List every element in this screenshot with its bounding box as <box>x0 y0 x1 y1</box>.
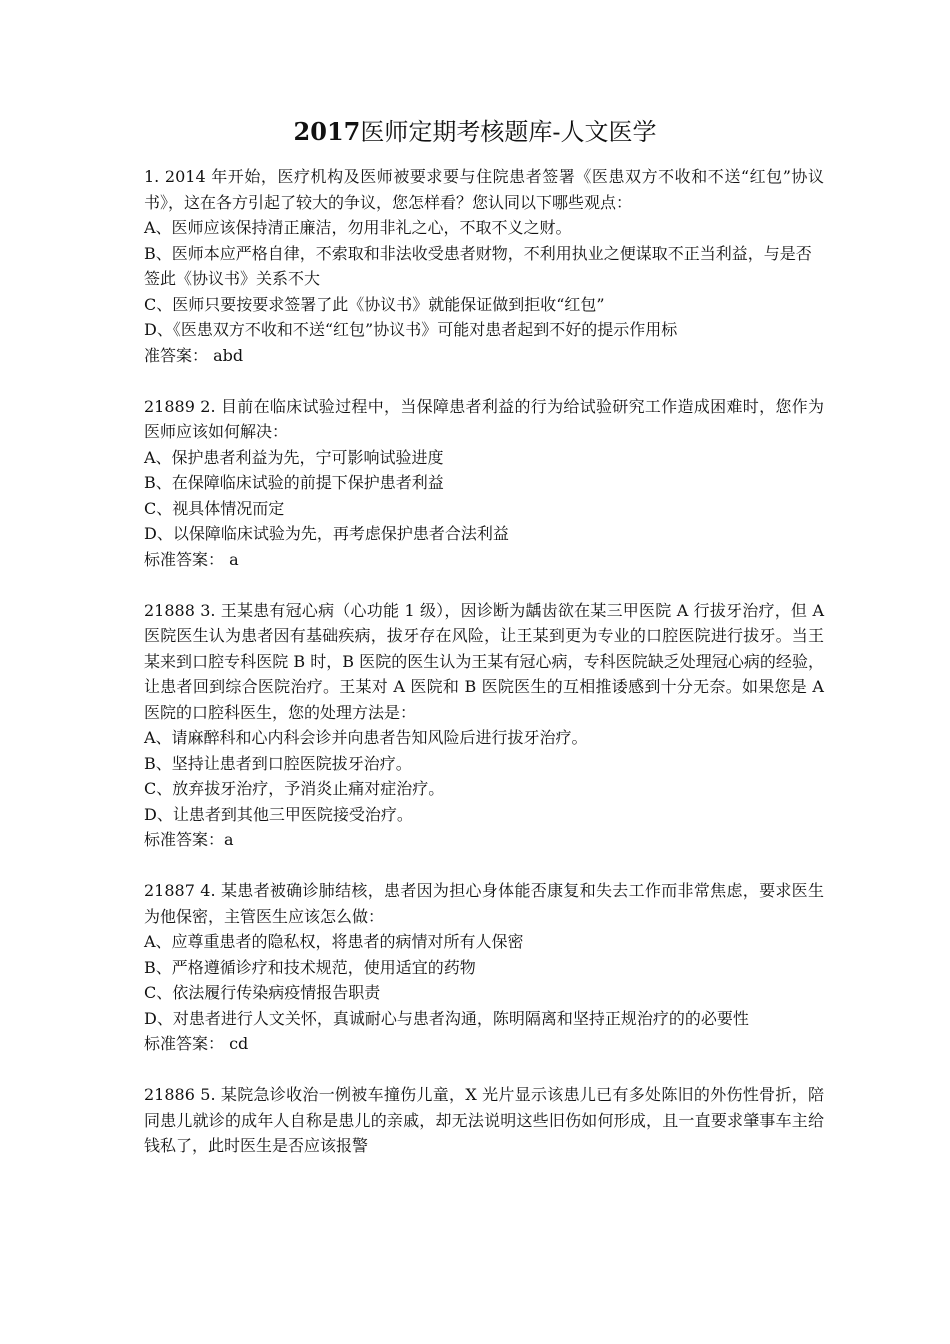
option-a: A、保护患者利益为先，宁可影响试验进度 <box>144 447 444 467</box>
option-b: B、在保障临床试验的前提下保护患者利益 <box>144 473 444 492</box>
question-stem: 21888 3. 王某患有冠心病（心功能 1 级），因诊断为龋齿欲在某三甲医院 A 行拔牙治疗，但 A 医院医生认为患者因有基础疾病，拔牙存在风险，让王某到更为专业的口腔医院进行拔牙。当王某来到口腔专科医院 B 时，B 医院的医生认为王某有冠心病，专科医院缺乏处理冠心病的经验，让患者回到综合医院治疗。王某对 A 医院和 B 医院医生的互相推诿感到十分无奈。如果您是 A 医院的口腔科医生，您的处理方法是： <box>144 600 830 722</box>
answer: 准答案： abd <box>144 345 244 365</box>
question-2 <box>144 394 824 573</box>
answer: 标准答案：a <box>144 830 234 849</box>
question-list <box>144 164 830 1184</box>
question-stem: 21886 5. 某院急诊收治一例被车撞伤儿童，X 光片显示该患儿已有多处陈旧的外伤性骨折，陪同患儿就诊的成年人自称是患儿的亲戚，却无法说明这些旧伤如何形成，且一直要求肇事车主给钱私了，此时医生是否应该报警 <box>144 1085 824 1155</box>
title-text: 医师定期考核题库-人文医学 <box>360 118 657 146</box>
question-4 <box>144 878 824 1057</box>
question-1 <box>144 164 824 368</box>
option-c: C、放弃拔牙治疗，予消炎止痛对症治疗。 <box>144 779 445 798</box>
option-b: B、坚持让患者到口腔医院拔牙治疗。 <box>144 753 412 773</box>
option-c: C、视具体情况而定 <box>144 498 285 518</box>
option-d: D、让患者到其他三甲医院接受治疗。 <box>144 804 413 824</box>
answer: 标准答案： cd <box>144 1034 249 1053</box>
option-b: B、严格遵循诊疗和技术规范，使用适宜的药物 <box>144 957 476 977</box>
question-stem: 21889 2. 目前在临床试验过程中，当保障患者利益的行为给试验研究工作造成困难时，您作为医师应该如何解决： <box>144 396 824 441</box>
answer: 标准答案： a <box>144 549 239 569</box>
option-a: A、医师应该保持清正廉洁，勿用非礼之心，不取不义之财。 <box>144 218 572 237</box>
option-c: C、依法履行传染病疫情报告职责 <box>144 983 381 1002</box>
title-year: 2017 <box>293 117 361 146</box>
question-stem: 21887 4. 某患者被确诊肺结核，患者因为担心身体能否康复和失去工作而非常焦虑，要求医生为他保密，主管医生应该怎么做： <box>144 881 824 926</box>
option-a: A、请麻醉科和心内科会诊并向患者告知风险后进行拔牙治疗。 <box>144 728 588 747</box>
option-c: C、医师只要按要求签署了此《协议书》就能保证做到拒收“红包” <box>144 294 605 314</box>
question-5 <box>144 1082 824 1159</box>
option-d: D、以保障临床试验为先，再考虑保护患者合法利益 <box>144 524 509 543</box>
option-d: D、对患者进行人文关怀，真诚耐心与患者沟通，陈明隔离和坚持正规治疗的的必要性 <box>144 1008 749 1028</box>
option-d: D、《医患双方不收和不送“红包”协议书》可能对患者起到不好的提示作用标 <box>144 320 678 339</box>
question-3 <box>144 598 830 853</box>
option-a: A、应尊重患者的隐私权，将患者的病情对所有人保密 <box>144 932 524 951</box>
page-title <box>0 116 950 148</box>
question-stem: 1. 2014 年开始，医疗机构及医师被要求要与住院患者签署《医患双方不收和不送“红包”协议书》，这在各方引起了较大的争议，您怎样看？您认同以下哪些观点： <box>144 167 824 212</box>
option-b: B、医师本应严格自律，不索取和非法收受患者财物，不利用执业之便谋取不正当利益，与是否签此《协议书》关系不大 <box>144 243 812 288</box>
